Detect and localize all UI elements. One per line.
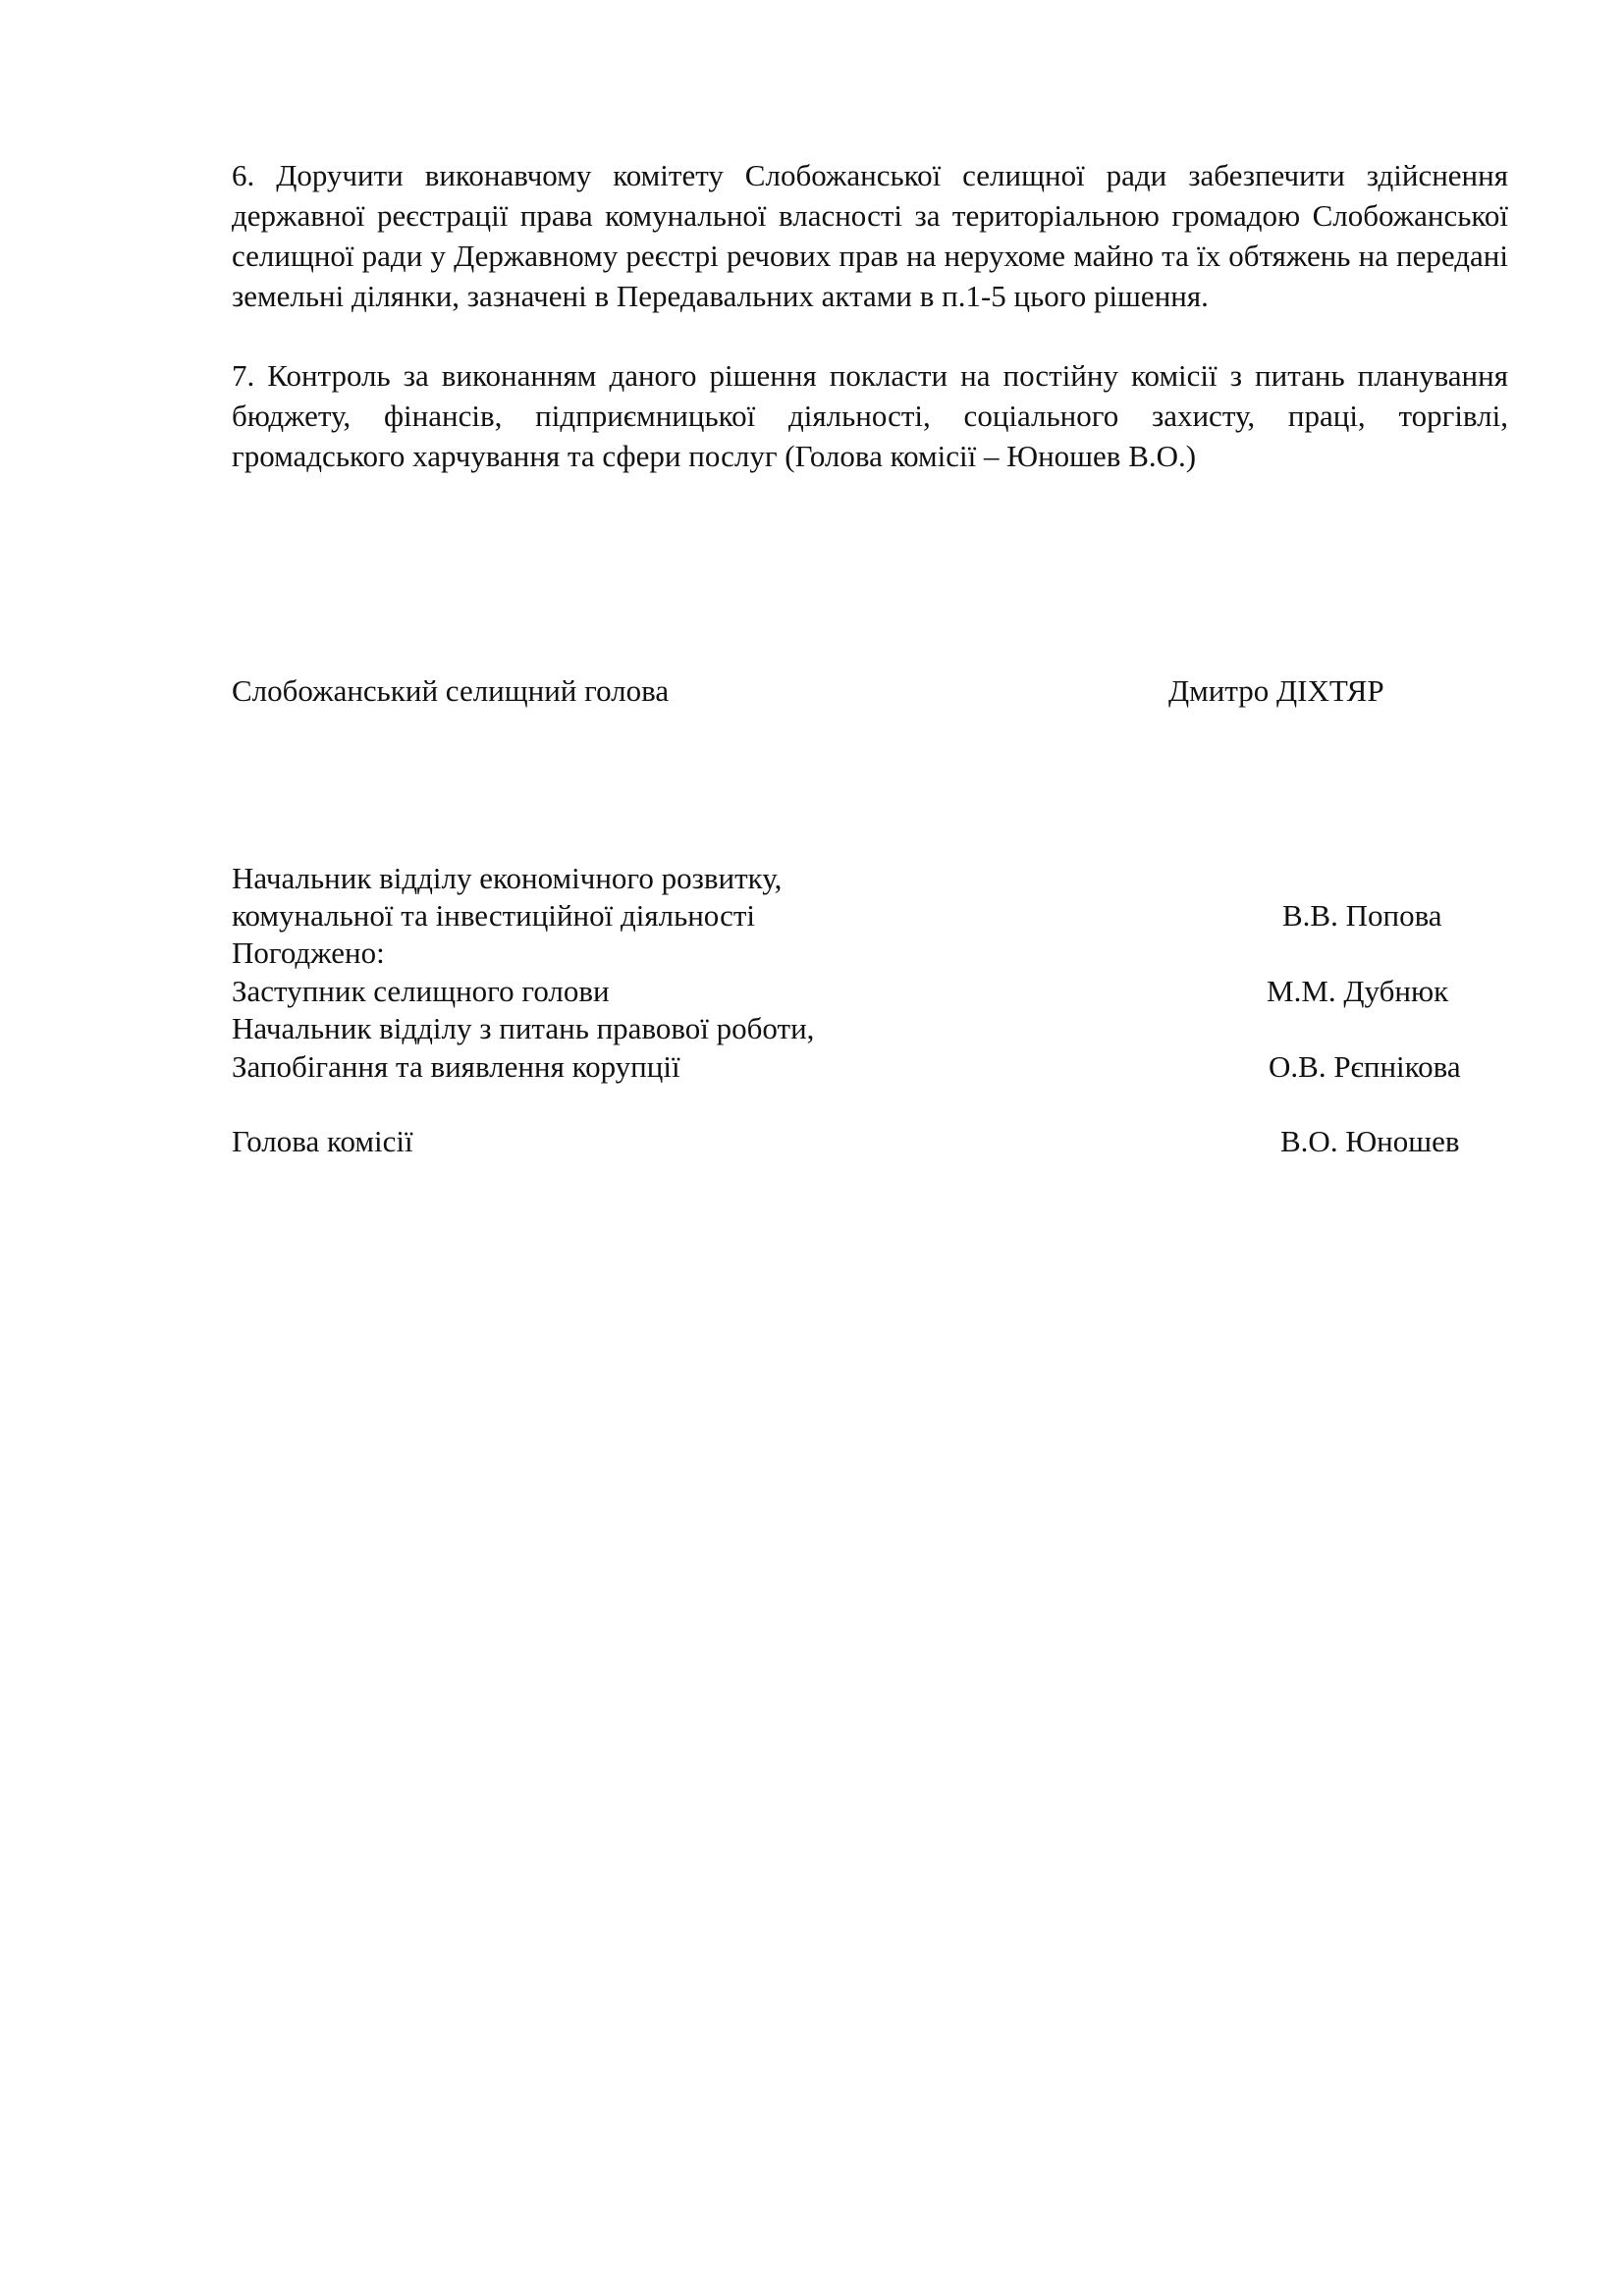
deputy-title: Заступник селищного голови	[232, 974, 610, 1008]
deputy-name: М.М. Дубнюк	[1267, 974, 1449, 1008]
legal-dept-name: О.В. Рєпнікова	[1269, 1049, 1461, 1084]
paragraph-6: 6. Доручити виконавчому комітету Слобожанської селищної ради забезпечити здійснення державної реєстрації права комунальної власності за територіальною громадою Слобожанської селищної ради у Державному реєстрі речових прав на нерухоме майно та їх обтяжень на передані земельні ділянки, зазначені в Передавальних актами в п.1-5 цього рішення.	[232, 158, 1508, 313]
economic-dept-title-line1: Начальник відділу економічного розвитку,	[232, 861, 783, 895]
economic-dept-title-line2: комунальної та інвестиційної діяльності	[232, 898, 755, 933]
legal-dept-title-line1: Начальник відділу з питань правової роботи,	[232, 1011, 815, 1045]
economic-dept-name: В.В. Попова	[1282, 898, 1442, 933]
commission-head-title: Голова комісії	[232, 1124, 413, 1158]
head-name: Дмитро ДІХТЯР	[1168, 673, 1384, 708]
commission-head-name: В.О. Юношев	[1280, 1124, 1460, 1158]
head-title: Слобожанський селищний голова	[232, 673, 670, 708]
agreed-label: Погоджено:	[232, 935, 385, 970]
legal-dept-title-line2: Запобігання та виявлення корупції	[232, 1049, 680, 1084]
paragraph-7: 7. Контроль за виконанням даного рішення покласти на постійну комісії з питань планування бюджету, фінансів, підприємницької діяльності, соціального захисту, праці, торгівлі, громадського харчування та сфери послуг (Голова комісії – Юношев В.О.)	[232, 358, 1508, 473]
